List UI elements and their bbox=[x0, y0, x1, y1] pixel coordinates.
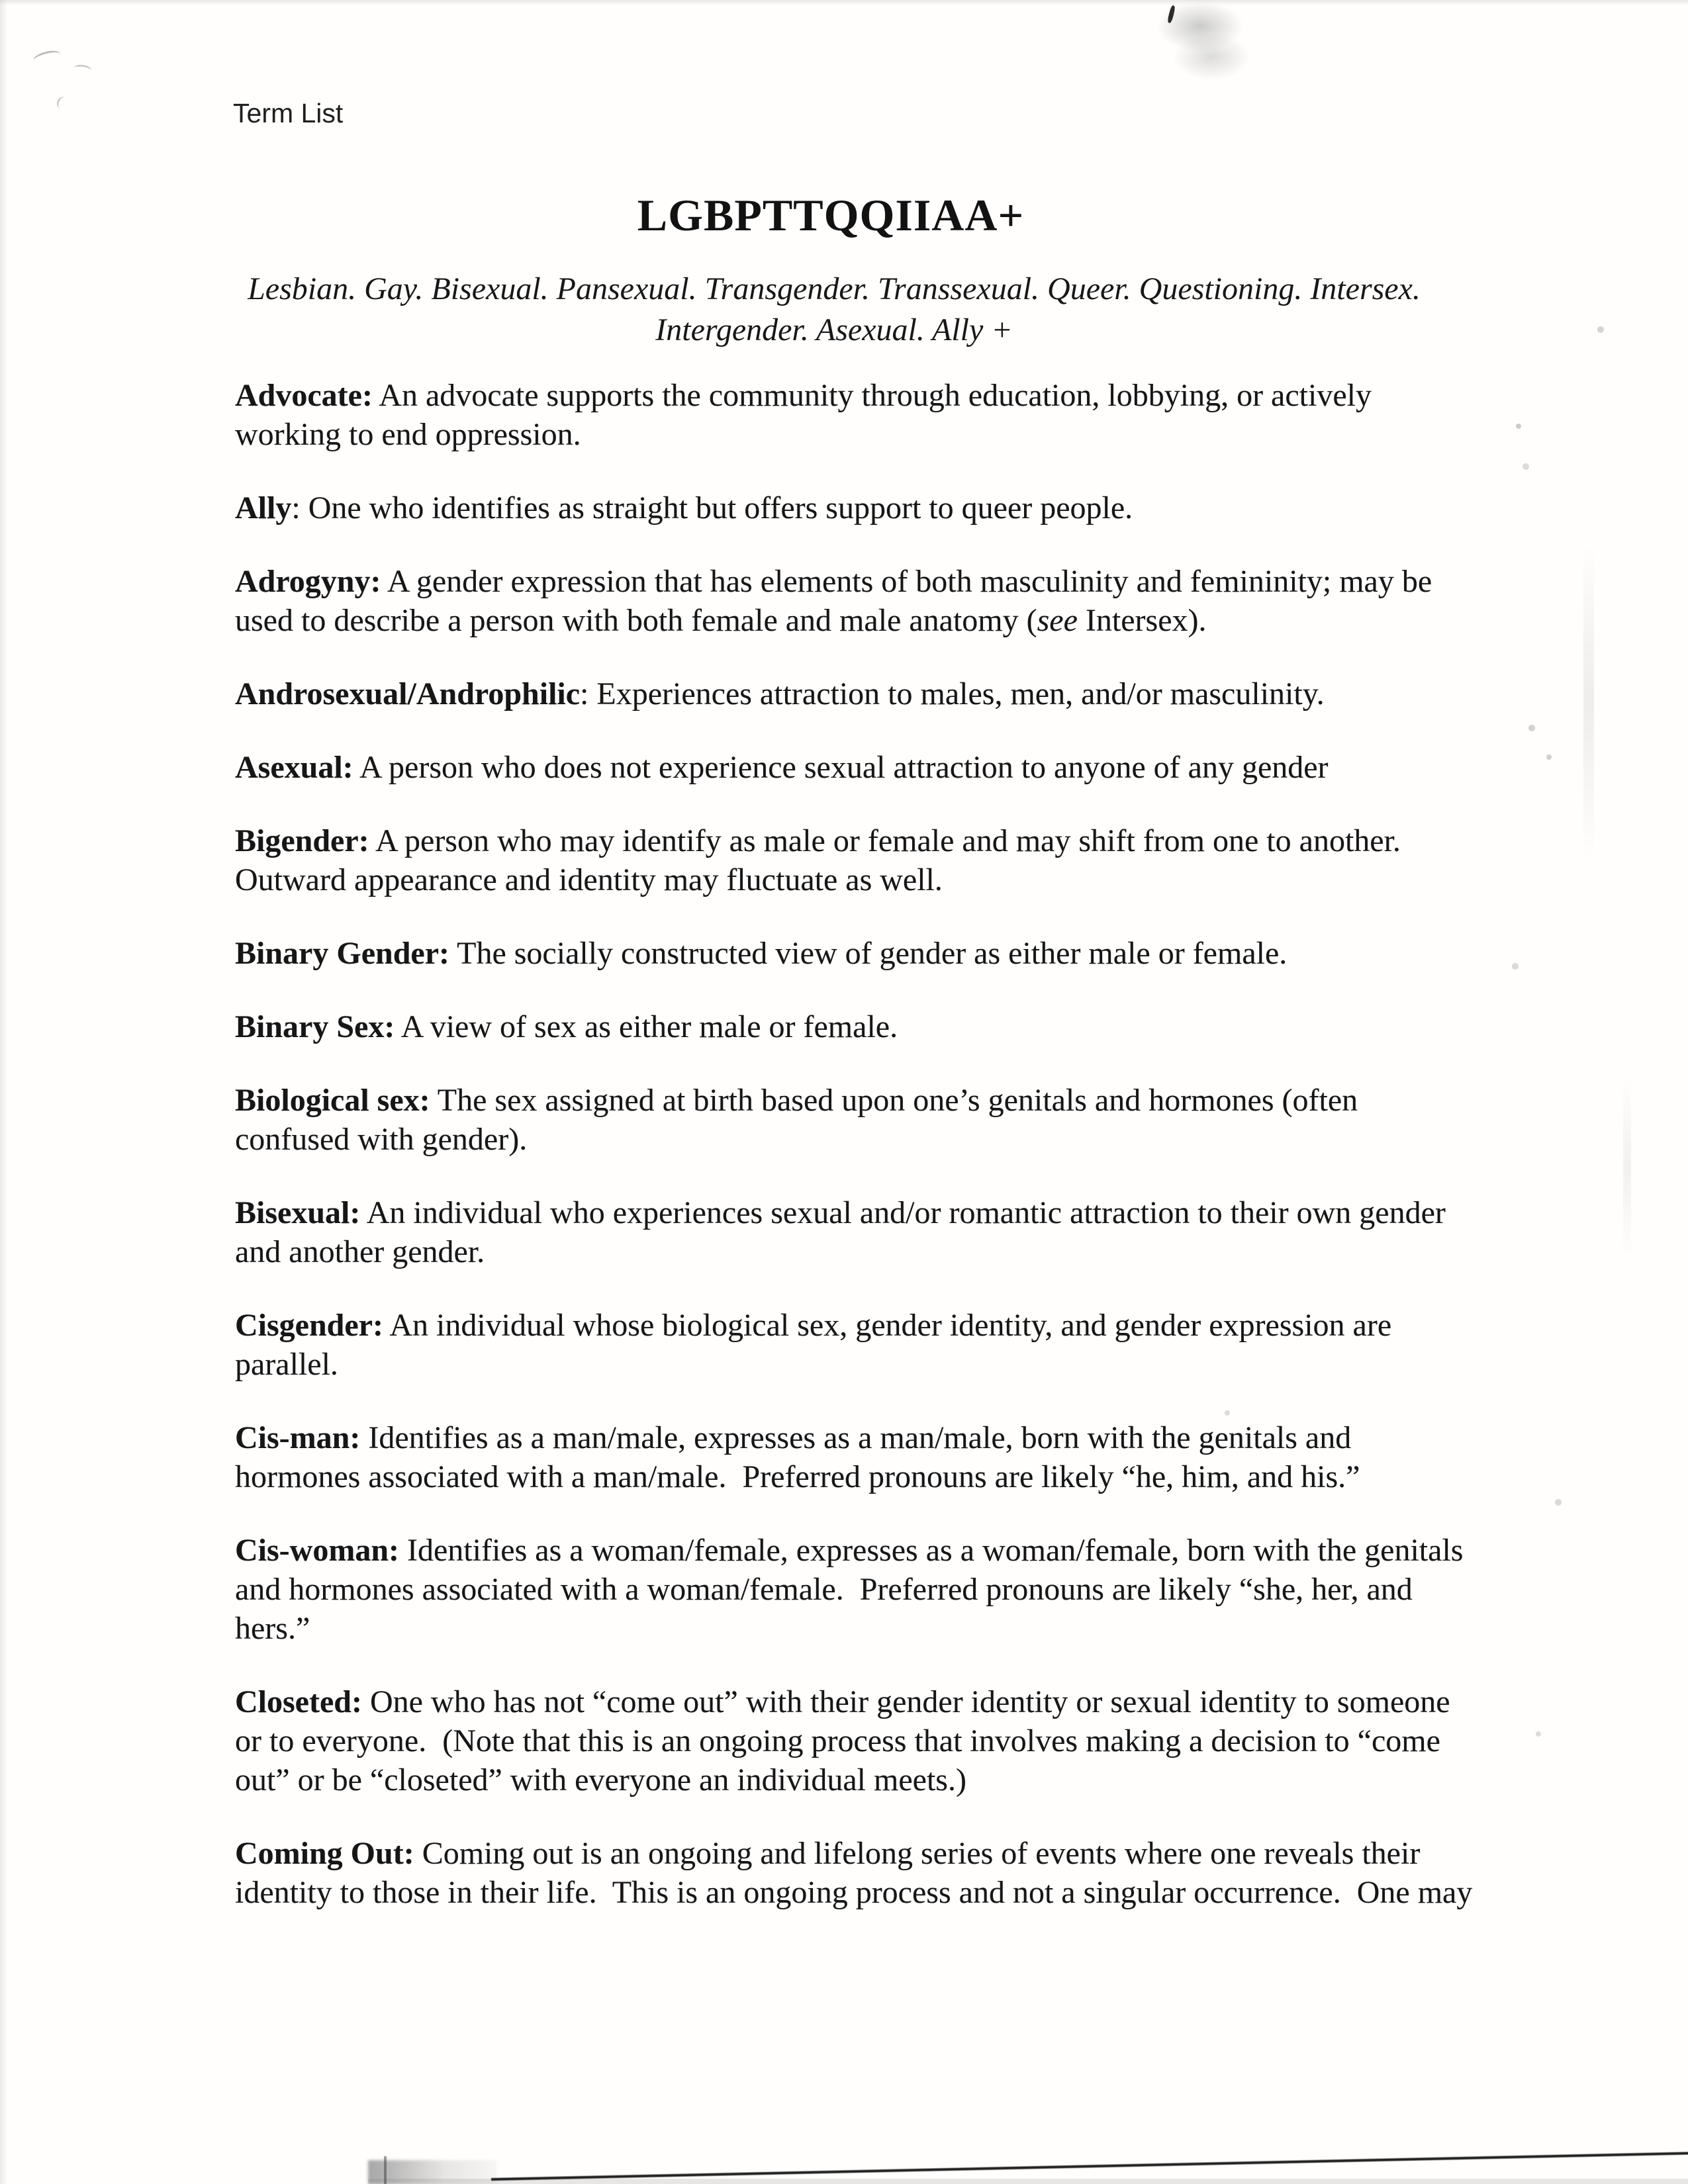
term-name: Cis-man: bbox=[235, 1420, 361, 1455]
scan-artifact-smudge bbox=[1157, 1, 1243, 52]
term-definition bbox=[235, 748, 1479, 787]
definition-text: An individual who experiences sexual and/or romantic attraction to their own gender and another gender. bbox=[235, 1195, 1454, 1269]
term-name: Bisexual: bbox=[235, 1195, 361, 1230]
term-name: Androsexual/Androphilic bbox=[235, 676, 581, 711]
definition-italic-text: see bbox=[1037, 603, 1078, 638]
definition-text: A view of sex as either male or female. bbox=[400, 1009, 898, 1044]
definition-text: One who has not “come out” with their gender identity or sexual identity to someone or to everyone. (Note that this is an ongoing process that involves making a decision to “come out” or be “closeted” with everyone an individual meets.) bbox=[235, 1684, 1458, 1797]
term-definition bbox=[235, 674, 1479, 713]
term-definition bbox=[235, 1682, 1479, 1799]
definition-text: Coming out is an ongoing and lifelong series of events where one reveals their identity to those in their life. This is an ongoing process and not a singular occurrence. One may bbox=[235, 1836, 1473, 1910]
definition-text: The socially constructed view of gender as either male or female. bbox=[457, 936, 1288, 971]
definition-text: One who identifies as straight but offers support to queer people. bbox=[308, 490, 1133, 525]
term-name: Biological sex: bbox=[235, 1083, 430, 1118]
term-definition bbox=[235, 821, 1479, 899]
term-name: Binary Gender: bbox=[235, 936, 449, 971]
term-name: Asexual: bbox=[235, 750, 353, 785]
scan-artifact-bottom-tick bbox=[384, 2156, 387, 2184]
scan-artifact-bottom-shadow bbox=[368, 2179, 1688, 2184]
term-name: Bigender: bbox=[235, 823, 369, 858]
definition-text: A person who may identify as male or female and may shift from one to another. Outward appearance and identity may fluctuate as well. bbox=[235, 823, 1417, 897]
term-definition bbox=[235, 562, 1479, 640]
term-separator bbox=[414, 1836, 422, 1871]
scan-artifact-ink-tick bbox=[1167, 5, 1176, 24]
scan-artifact-streak bbox=[1623, 1079, 1631, 1257]
term-separator bbox=[362, 1684, 370, 1719]
page-title: LGBPTTQQIIAA+ bbox=[637, 190, 1025, 240]
definition-text: Experiences attraction to males, men, and/or masculinity. bbox=[596, 676, 1325, 711]
subtitle bbox=[0, 269, 1668, 351]
definition-text-continued: Intersex). bbox=[1077, 603, 1207, 638]
definition-text: A gender expression that has elements of both masculinity and femininity; may be used to describe a person with both female and male anatomy ( bbox=[235, 564, 1440, 638]
term-name: Coming Out: bbox=[235, 1836, 414, 1871]
term-name: Closeted: bbox=[235, 1684, 362, 1719]
term-definition bbox=[235, 488, 1479, 527]
term-definition bbox=[235, 1193, 1479, 1271]
term-definition bbox=[235, 934, 1479, 973]
definition-text: A person who does not experience sexual attraction to anyone of any gender bbox=[359, 750, 1329, 785]
term-definition bbox=[235, 1418, 1479, 1496]
term-definition bbox=[235, 1531, 1479, 1648]
definition-text: An advocate supports the community through education, lobbying, or actively working to end oppression. bbox=[235, 378, 1380, 452]
term-separator bbox=[383, 1308, 389, 1343]
term-definition bbox=[235, 1834, 1479, 1912]
term-separator bbox=[360, 1195, 366, 1230]
header-label: Term List bbox=[233, 98, 344, 128]
term-definition bbox=[235, 1306, 1479, 1384]
scan-artifact-smudge bbox=[1173, 33, 1250, 81]
term-separator: : bbox=[291, 490, 308, 525]
scan-artifact-pencil-mark bbox=[32, 48, 62, 66]
term-name: Cisgender: bbox=[235, 1308, 383, 1343]
term-name: Adrogyny: bbox=[235, 564, 381, 599]
definition-text: Identifies as a man/male, expresses as a man/male, born with the genitals and hormones associated with a man/male. Preferred pronouns are likely “he, him, and his.” bbox=[235, 1420, 1360, 1494]
term-separator bbox=[449, 936, 457, 971]
scan-artifact-streak bbox=[1583, 543, 1594, 860]
term-name: Binary Sex: bbox=[235, 1009, 395, 1044]
term-definition bbox=[235, 376, 1479, 454]
term-name: Cis-woman: bbox=[235, 1533, 399, 1568]
subtitle-line-2: Intergender. Asexual. Ally + bbox=[655, 312, 1013, 347]
term-separator bbox=[373, 378, 379, 413]
scan-artifact-pencil-mark bbox=[55, 95, 71, 112]
term-separator bbox=[353, 750, 359, 785]
scan-artifact-specks bbox=[0, 0, 3, 3]
term-separator bbox=[395, 1009, 400, 1044]
term-separator: : bbox=[580, 676, 597, 711]
term-separator bbox=[399, 1533, 407, 1568]
term-list bbox=[235, 376, 1479, 1946]
term-separator bbox=[381, 564, 387, 599]
term-definition bbox=[235, 1081, 1479, 1159]
term-name: Ally bbox=[235, 490, 292, 525]
scan-artifact-page-edge-line bbox=[491, 2152, 1688, 2181]
term-separator bbox=[430, 1083, 438, 1118]
term-separator bbox=[369, 823, 375, 858]
definition-text: The sex assigned at birth based upon one’s genitals and hormones (often confused with gender). bbox=[235, 1083, 1366, 1157]
definition-text: An individual whose biological sex, gender identity, and gender expression are parallel. bbox=[235, 1308, 1400, 1382]
scan-artifact-top-edge bbox=[0, 0, 1688, 5]
term-definition bbox=[235, 1007, 1479, 1046]
term-name: Advocate: bbox=[235, 378, 373, 413]
scan-artifact-bottom-smudge bbox=[368, 2160, 497, 2184]
scan-artifact-pencil-mark bbox=[73, 64, 92, 74]
term-separator bbox=[360, 1420, 368, 1455]
definition-text: Identifies as a woman/female, expresses as a woman/female, born with the genitals and hormones associated with a woman/female. Preferred pronouns are likely “she, her, and hers.” bbox=[235, 1533, 1472, 1646]
subtitle-line-1: Lesbian. Gay. Bisexual. Pansexual. Transgender. Transsexual. Queer. Questioning. Intersex. bbox=[248, 271, 1421, 306]
